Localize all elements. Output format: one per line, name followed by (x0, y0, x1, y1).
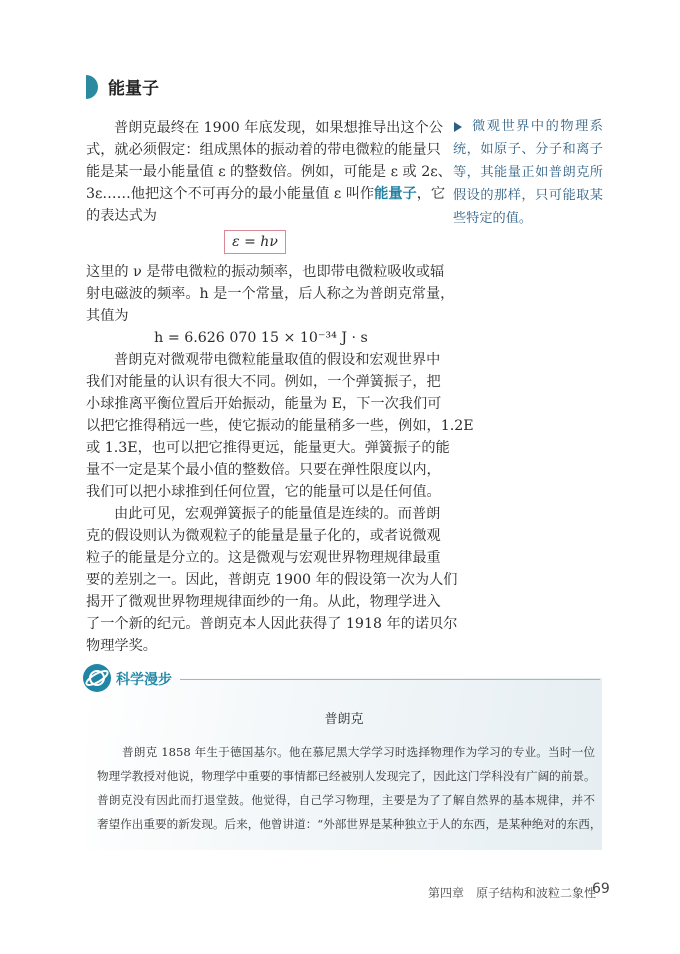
footer-chapter: 第四章 原子结构和波粒二象性 (428, 886, 597, 900)
science-walk-line: 奢望作出重要的新发现。后来，他曾讲道：“外部世界是某种独立于人的东西，是某种绝对的东西， (97, 817, 602, 831)
text-line: 粒子的能量是分立的。这是微观与宏观世界物理规律最重 (86, 550, 441, 566)
science-walk-label: 科学漫步 (116, 672, 172, 688)
text-line: 其值为 (86, 308, 129, 324)
formula-planck-constant: h = 6.626 070 15 × 10⁻³⁴ J · s (154, 330, 368, 346)
text-line: 要的差别之一。因此，普朗克 1900 年的假设第一次为人们 (86, 572, 458, 588)
page-number: 69 (592, 881, 610, 897)
science-walk-title: 普朗克 (324, 712, 364, 727)
text-line: 普朗克最终在 1900 年底发现，如果想推导出这个公 (114, 120, 443, 136)
text-span: 3ε……他把这个不可再分的最小能量值 ε 叫作 (86, 186, 375, 202)
text-line: 式，就必须假定：组成黑体的振动着的带电微粒的能量只 (86, 142, 441, 158)
planet-orbit-icon (83, 664, 111, 692)
text-line: 射电磁波的频率。h 是一个常量，后人称之为普朗克常量， (86, 286, 455, 302)
science-walk-line: 普朗克 1858 年生于德国基尔。他在慕尼黑大学学习时选择物理作为学习的专业。当时一位 (122, 745, 595, 759)
keyword-energy-quantum: 能量子 (374, 186, 417, 202)
formula-energy-quantum: ε = hν (224, 230, 286, 254)
section-title: 能量子 (108, 79, 159, 99)
side-note-line: 统，如原子、分子和离子 (453, 142, 603, 157)
text-line: 能是某一最小能量值 ε 的整数倍。例如，可能是 ε 或 2ε、 (86, 164, 452, 180)
text-line: 小球推离平衡位置后开始振动，能量为 E，下一次我们可 (86, 396, 442, 412)
side-note-line: 些特定的值。 (453, 211, 533, 226)
side-note-line: 微观世界中的物理系 (472, 119, 603, 134)
text-line: 普朗克对微观带电微粒能量取值的假设和宏观世界中 (114, 352, 441, 368)
science-walk-line: 普朗克没有因此而打退堂鼓。他觉得，自己学习物理，主要是为了了解自然界的基本规律，并不 (97, 793, 595, 807)
text-line: 量不一定是某个最小值的整数倍。只要在弹性限度以内， (86, 462, 441, 478)
text-line: 或 1.3E，也可以把它推得更远，能量更大。弹簧振子的能 (86, 440, 450, 456)
text-line: 克的假设则认为微观粒子的能量是量子化的，或者说微观 (86, 528, 441, 544)
text-line: 以把它推得稍远一些，使它振动的能量稍多一些，例如，1.2E (86, 418, 474, 434)
science-walk-line: 物理学教授对他说，物理学中重要的事情都已经被别人发现完了，因此这门学科没有广阔的前景。 (97, 769, 596, 783)
side-note-line: 等，其能量正如普朗克所 (453, 165, 603, 180)
divider (180, 679, 600, 680)
text-line: 这里的 ν 是带电微粒的振动频率，也即带电微粒吸收或辐 (86, 264, 445, 280)
text-line: 我们可以把小球推到任何位置，它的能量可以是任何值。 (86, 484, 441, 500)
section-marker-icon (86, 75, 98, 99)
text-line: 我们对能量的认识有很大不同。例如，一个弹簧振子，把 (86, 374, 441, 390)
text-span: ，它 (416, 186, 446, 202)
text-line (86, 184, 446, 204)
triangle-bullet-icon (454, 122, 462, 132)
text-line: 揭开了微观世界物理规律面纱的一角。从此，物理学进入 (86, 594, 441, 610)
side-note-line: 假设的那样，只可能取某 (453, 188, 603, 203)
text-line: 由此可见，宏观弹簧振子的能量值是连续的。而普朗 (114, 506, 441, 522)
text-line: 了一个新的纪元。普朗克本人因此获得了 1918 年的诺贝尔 (86, 616, 458, 632)
text-line: 物理学奖。 (86, 638, 157, 654)
text-line: 的表达式为 (86, 208, 157, 224)
